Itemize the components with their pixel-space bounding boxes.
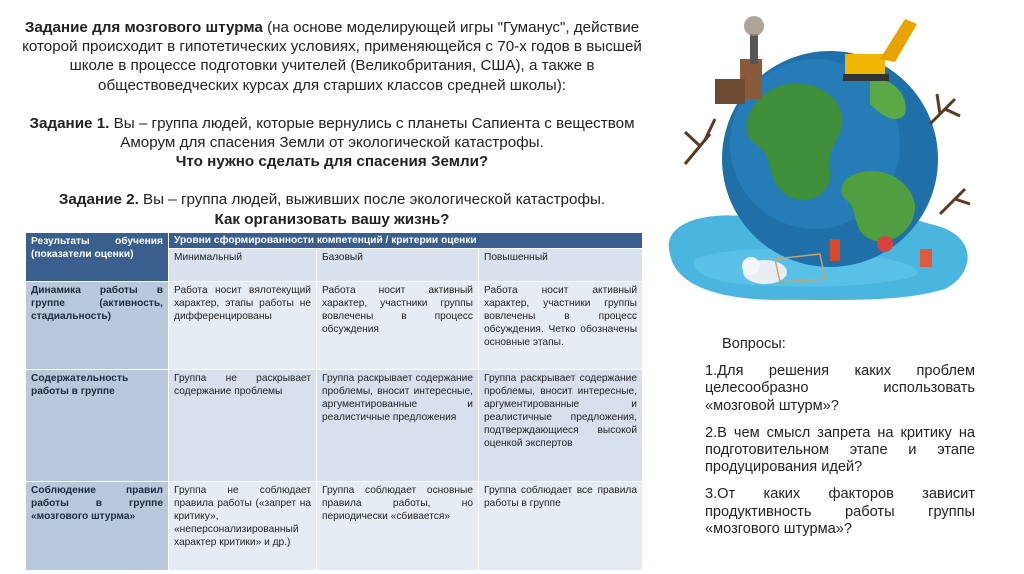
table-cell: Группа не соблюдает правила работы («запрет на критику», «неперсонализированный характер критики» и др.) <box>169 482 317 571</box>
level-minimal: Минимальный <box>169 249 317 282</box>
question-item: 3.От каких факторов зависит продуктивность работы группы «мозгового штурма»? <box>705 486 975 537</box>
task-1-question-text: Что нужно сделать для спасения Земли? <box>175 153 489 171</box>
question-item: 1.Для решения каких проблем целесообразно использовать «мозговой штурм»? <box>705 363 975 414</box>
task-2 <box>22 190 642 209</box>
table-cell: Работа носит активный характер, участники группы вовлечены в процесс обсуждения <box>317 282 479 370</box>
table-cell: Работа носит вялотекущий характер, этапы работы не дифференцированы <box>169 282 317 370</box>
task-1-label: Задание 1. <box>29 114 110 132</box>
questions-block <box>705 336 975 538</box>
assignment-heading-rest: (на основе моделирующей игры "Гуманус", действие которой происходит в гипотетических условиях, применяющейся с 70-х годов в высшей школе в процессе подготовки учителей (Великобритания, США), а также в обществоведческих курсах для старших классов средней школы): <box>22 19 642 94</box>
questions-title: Вопросы: <box>722 336 786 352</box>
task-1-text: Вы – группа людей, которые вернулись с планеты Сапиента с веществом Аморум для спасения Земли от экологической катастрофы. <box>109 114 635 152</box>
trash-bottle-icon <box>830 239 840 261</box>
level-basic: Базовый <box>317 249 479 282</box>
table-cell: Группа соблюдает основные правила работы, но периодически «сбивается» <box>317 482 479 571</box>
task-2-label: Задание 2. <box>58 191 139 209</box>
criterion-rules: Соблюдение правил работы в группе «мозгового штурма» <box>26 482 169 571</box>
levels-header: Уровни сформированности компетенций / критерии оценки <box>169 233 643 249</box>
assessment-table <box>25 232 643 571</box>
task-2-text: Вы – группа людей, выживших после экологической катастрофы. <box>138 191 606 209</box>
task-1 <box>22 114 642 152</box>
level-advanced: Повышенный <box>479 249 643 282</box>
table-cell: Группа соблюдает все правила работы в группе <box>479 482 643 571</box>
task-1-question <box>22 152 642 171</box>
table-row <box>26 370 643 482</box>
table-cell: Группа раскрывает содержание проблемы, вносит интересные, аргументированные и реалистичные предложения, подтверждающиеся высокой оценкой экспертов <box>479 370 643 482</box>
assignment-text <box>22 18 642 229</box>
crab-icon <box>877 236 893 252</box>
table-row <box>26 282 643 370</box>
question-item: 2.В чем смысл запрета на критику на подготовительном этапе и этапе продуцирования идей? <box>705 424 975 476</box>
criterion-content: Содержательность работы в группе <box>26 370 169 482</box>
criterion-dynamics: Динамика работы в группе (активность, стадиальность) <box>26 282 169 370</box>
task-2-question-text: Как организовать вашу жизнь? <box>214 210 450 228</box>
table-corner-header: Результаты обучения (показатели оценки) <box>26 233 169 282</box>
task-2-question <box>22 210 642 229</box>
table-cell: Группа не раскрывает содержание проблемы <box>169 370 317 482</box>
assignment-heading-bold: Задание для мозгового штурма <box>24 19 263 36</box>
polluted-earth-illustration <box>655 4 980 304</box>
excavator-icon <box>843 19 917 81</box>
table-cell: Работа носит активный характер, участники группы вовлечены в процесс обсуждения. Четко обозначены основные этапы. <box>479 282 643 370</box>
table-header-row <box>26 233 643 249</box>
table-cell: Группа раскрывает содержание проблемы, вносит интересные, аргументированные и реалистичные предложения <box>317 370 479 482</box>
assignment-heading <box>22 18 642 95</box>
table-row <box>26 482 643 571</box>
